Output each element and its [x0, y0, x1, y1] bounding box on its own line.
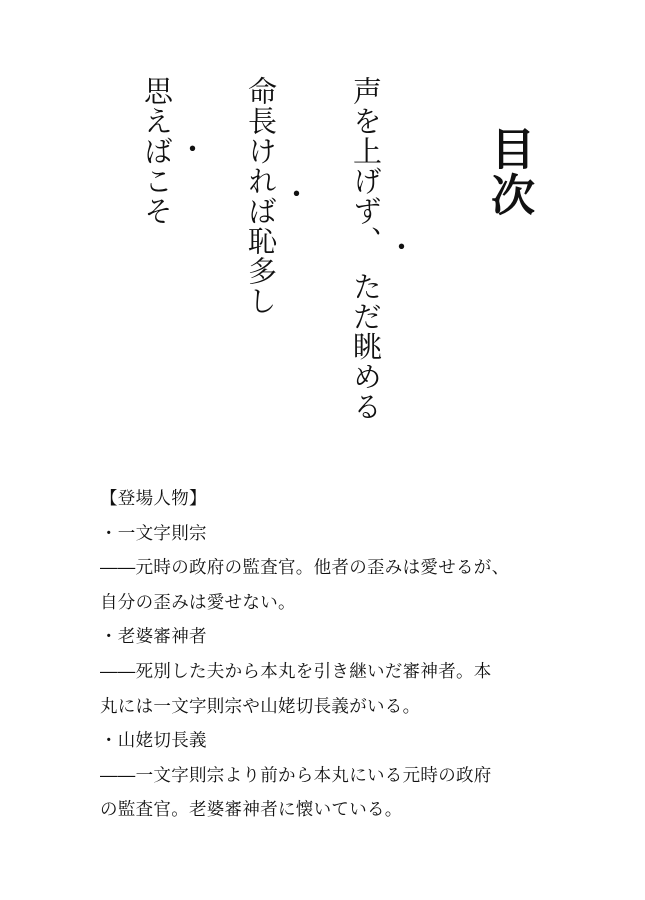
characters-heading: 【登場人物】 — [100, 489, 207, 509]
character-line: ・老婆審神者 — [100, 627, 207, 648]
toc-item — [244, 76, 312, 316]
toc-title: 目次 — [483, 126, 534, 218]
toc-bullet: ・ — [278, 179, 312, 209]
toc-item-label: 思えばこそ — [140, 76, 174, 226]
character-line: ・一文字則宗 — [100, 523, 207, 544]
toc-item — [140, 76, 208, 226]
toc-bullet: ・ — [174, 134, 208, 164]
character-line: の監査官。老婆審神者に懐いている。 — [100, 800, 403, 821]
toc-item — [349, 76, 417, 422]
characters-section — [100, 482, 560, 828]
character-line: ――一文字則宗より前から本丸にいる元時の政府 — [100, 765, 492, 786]
toc-item-label: 命長ければ恥多し — [244, 76, 278, 316]
character-line: 丸には一文字則宗や山姥切長義がいる。 — [100, 696, 421, 717]
character-line: ――元時の政府の監査官。他者の歪みは愛せるが、 — [100, 558, 510, 579]
character-line: ――死別した夫から本丸を引き継いだ審神者。本 — [100, 661, 492, 682]
character-line: ・山姥切長義 — [100, 731, 207, 752]
toc-bullet: ・ — [383, 231, 417, 262]
character-line: 自分の歪みは愛せない。 — [100, 592, 296, 613]
toc-item-label: 声を上げず、 ただ眺める — [349, 76, 383, 422]
